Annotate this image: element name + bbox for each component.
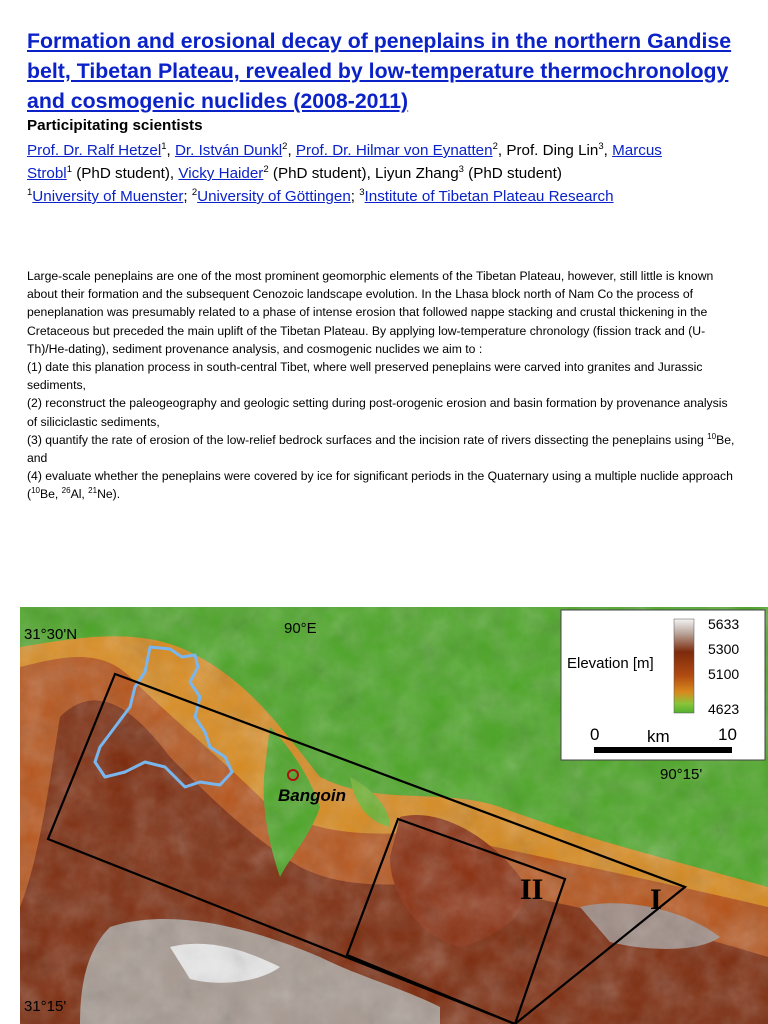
lat-label-bottom: 31°15'	[24, 998, 67, 1015]
elevation-colorbar	[674, 619, 694, 713]
scientist-role: (PhD student)	[272, 165, 367, 182]
legend-elevation-label: Elevation [m]	[567, 655, 654, 672]
affiliation-mark: 1	[161, 140, 167, 152]
scientist-link-hetzel[interactable]: Prof. Dr. Ralf Hetzel	[27, 142, 162, 159]
scientist-link-dunkl[interactable]: Dr. István Dunkl	[174, 142, 283, 159]
affiliations: $^1$University of Muenster; $^2$University of Göttingen; $^3$Institute of Tibetan Plateau Research	[27, 186, 614, 205]
affiliation-mark: 3	[458, 163, 464, 175]
abstract-intro: Large-scale peneplains are one of the most prominent geomorphic elements of the Tibetan Plateau, however, still little is known about their formation and the subsequent Cenozoic landscape evolution. In the Lhasa block north of Nam Co the process of peneplanation was presumably related to a phase of intense erosion that followed nappe stacking and crustal thickening in the Cretaceous but preceded the main uplift of the Tibetan Plateau. By applying low-temperature chronology (fission track and (U-Th)/He-dating), sediment provenance analysis, and cosmogenic nuclides we aim to :	[27, 269, 714, 356]
scale-label-left: 0	[590, 725, 600, 744]
scientist-role: (PhD student)	[468, 165, 562, 182]
lon-label-mid: 90°E	[284, 620, 317, 637]
elevation-map	[20, 607, 768, 1024]
affiliation-mark: 2	[282, 140, 288, 152]
document-title	[27, 26, 747, 116]
affiliation-mark: 1	[66, 163, 72, 175]
scale-label-unit: km	[647, 727, 670, 746]
lat-label-top: 31°30'N	[24, 626, 78, 643]
scientist-link-eynatten[interactable]: Prof. Dr. Hilmar von Eynatten	[295, 142, 493, 159]
affiliation-mark: 1	[27, 186, 33, 198]
scientist-name-zhang: Liyun Zhang	[375, 165, 459, 182]
scientist-name-lin: Prof. Ding Lin	[506, 142, 599, 159]
map-svg	[20, 607, 768, 1024]
map-legend	[561, 610, 765, 760]
legend-tick: 5300	[708, 641, 740, 657]
lon-label-right: 90°15'	[660, 766, 703, 783]
scientist-link-strobl[interactable]: Marcus Strobl	[27, 142, 662, 182]
legend-tick: 5633	[708, 616, 740, 632]
area-label-I: I	[650, 883, 662, 916]
legend-tick: 4623	[708, 701, 740, 717]
area-label-II: II	[520, 873, 544, 906]
scientist-link-haider[interactable]: Vicky Haider	[178, 165, 264, 182]
affiliation-mark: 3	[359, 186, 365, 198]
aim-4: (4) evaluate whether the peneplains were covered by ice for significant periods in the Quaternary using a multiple nuclide approach ($^{10}$Be, $^{26}$Al, $^{21}$Ne).	[27, 469, 733, 502]
town-label: Bangoin	[278, 786, 346, 805]
affiliation-mark: 2	[492, 140, 498, 152]
affiliation-link-goettingen[interactable]: University of Göttingen	[197, 188, 351, 205]
scientists-list: Prof. Dr. Ralf Hetzel$^1$, Dr. István Dunkl$^2$, Prof. Dr. Hilmar von Eynatten$^2$, Prof. Ding Lin$^3$, Marcus Strobl$^1$ (PhD student), Vicky Haider$^2$ (PhD student), Liyun Zhang$^3$ (PhD student) $^1$University of Muenster; $^2$University of Göttingen; $^3$Institute of Tibetan Plateau Research	[27, 140, 662, 205]
scale-bar	[594, 747, 732, 753]
aim-2: (2) reconstruct the paleogeography and geologic setting during post-orogenic erosion and basin formation by provenance analysis of siliciclastic sediments,	[27, 396, 728, 429]
affiliation-link-itp[interactable]: Institute of Tibetan Plateau Research	[364, 188, 614, 205]
aim-1: (1) date this planation process in south-central Tibet, where well preserved peneplains were carved into granites and Jurassic sediments,	[27, 360, 703, 393]
affiliation-mark: 2	[263, 163, 269, 175]
scientists-heading: Participitating scientists	[27, 117, 203, 134]
legend-tick: 5100	[708, 666, 740, 682]
affiliation-mark: 3	[598, 140, 604, 152]
abstract	[27, 267, 739, 504]
scale-label-right: 10	[718, 725, 737, 744]
title-link[interactable]: Formation and erosional decay of peneplains in the northern Gandise belt, Tibetan Plateau, revealed by low-temperature thermochronology and cosmogenic nuclides (2008-2011)	[27, 29, 732, 113]
affiliation-link-muenster[interactable]: University of Muenster	[32, 188, 184, 205]
affiliation-mark: 2	[191, 186, 198, 198]
aim-3: (3) quantify the rate of erosion of the low-relief bedrock surfaces and the incision rate of rivers dissecting the peneplains using $^{10}$Be, and	[27, 431, 735, 466]
scientist-role: (PhD student)	[76, 165, 170, 182]
